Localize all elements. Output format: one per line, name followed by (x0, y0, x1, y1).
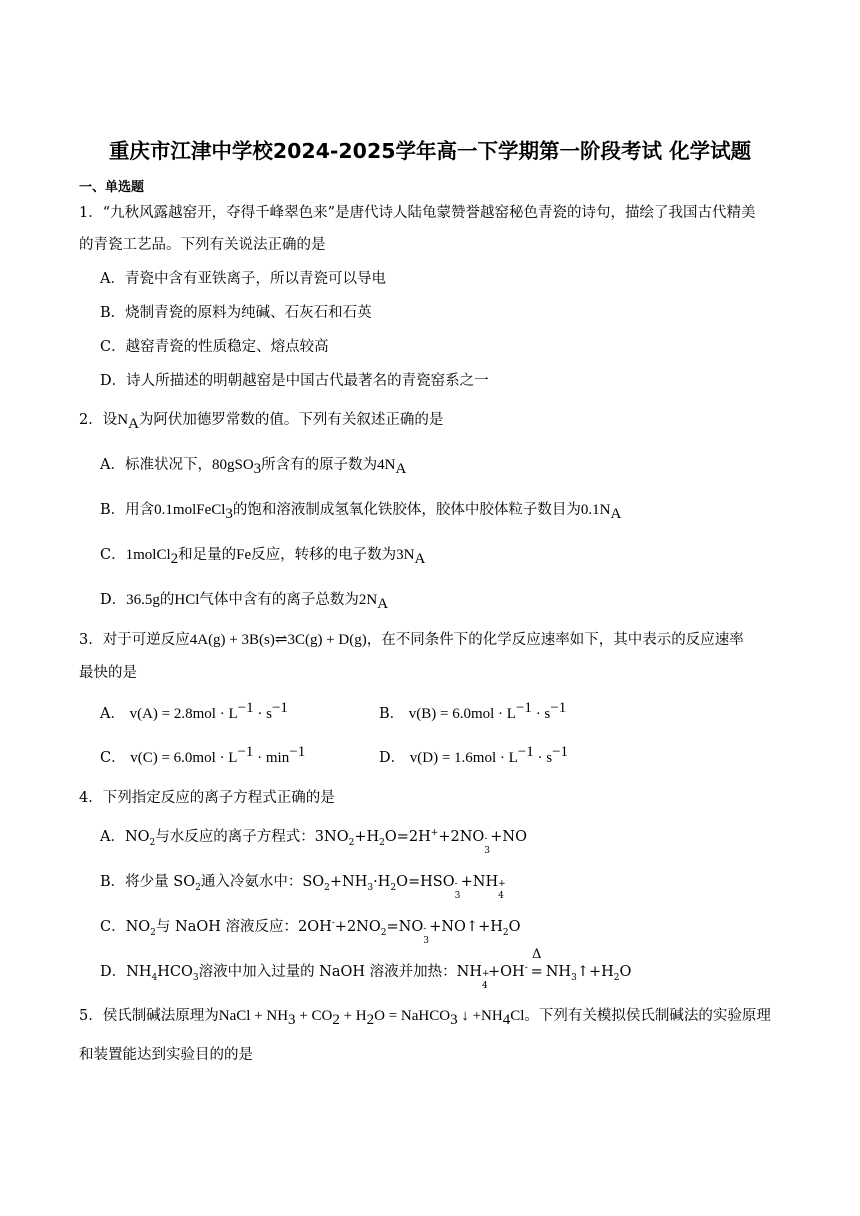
q3-stem-line2: 最快的是 (79, 665, 137, 681)
q3-option-d: D． $v(D) = 1.6mol \cdot L^{-1} \cdot s^{-1}$ (379, 744, 569, 766)
q4-option-b: B．将少量 $SO_2$通入冷氨水中：$SO_2+NH_3\cdot H_2O=HSO$ - 3 +NH + 4 (100, 874, 506, 901)
q1-option-d: D．诗人所描述的明朝越窑是中国古代最著名的青瓷窑系之一 (100, 373, 489, 389)
page-title: 重庆市江津中学校2024-2025学年高一下学期第一阶段考试 化学试题 (108, 139, 752, 163)
q4-option-c: C．$NO_2$与 NaOH 溶液反应：$2OH^-+2NO_2=NO$ - 3 $+NO↑+H_2O$ (100, 918, 521, 946)
reversible-arrow-icon: ⇌ (274, 632, 288, 648)
q1-stem-line1: 1．“九秋风露越窑开，夺得千峰翠色来”是唐代诗人陆龟蒙赞誉越窑秘色青瓷的诗句，描绘了我国古代精美 (79, 205, 756, 221)
q5-stem-line1: 5．侯氏制碱法原理为NaCl + $NH_3 + CO_2 + H_2O$ = NaHCO$_3$ ↓ $+NH_4Cl$。下列有关模拟侯氏制碱法的实验原理 (79, 1008, 771, 1028)
q3-option-c: C． $v(C) = 6.0mol \cdot L^{-1} \cdot \min^{-1}$ (100, 744, 306, 766)
q4-option-d: D．$NH_4HCO_3$溶液中加入过量的 NaOH 溶液并加热：NH + 4 +OH- Δ = $NH_3↑+H_2O$ (100, 947, 632, 991)
q3-option-b: B． $v(B) = 6.0mol \cdot L^{-1} \cdot s^{-1}$ (379, 700, 567, 722)
q2-option-a: A．标准状况下，80gSO$_3$所含有的原子数为$4N_A$ (100, 457, 407, 477)
q5-stem-line2: 和装置能达到实验目的的是 (79, 1047, 253, 1063)
q2-option-d: D．36.5g的HCl气体中含有的离子总数为$2N_A$ (100, 592, 389, 612)
section-heading: 一、单选题 (79, 180, 145, 195)
q2-option-c: C．1molCl$_2$和足量的Fe反应，转移的电子数为$3N_A$ (100, 547, 426, 567)
heat-equals-sign: Δ = (530, 947, 543, 980)
q1-option-b: B．烧制青瓷的原料为纯碱、石灰石和石英 (100, 305, 372, 321)
q3-stem-line1: 3．对于可逆反应4A(g) + 3B(s)⇌3C(g) + D(g)，在不同条件下的化学反应速率如下，其中表示的反应速率 (79, 632, 744, 648)
q2-option-b: B．用含0.1molFeCl$_3$的饱和溶液制成氢氧化铁胶体，胶体中胶体粒子数目为$0.1N_A$ (100, 502, 622, 522)
q1-option-a: A．青瓷中含有亚铁离子，所以青瓷可以导电 (100, 271, 386, 287)
q1-option-c: C．越窑青瓷的性质稳定、熔点较高 (100, 339, 329, 355)
q3-option-a: A． $v(A) = 2.8mol \cdot L^{-1} \cdot s^{-1}$ (100, 700, 288, 722)
q4-option-a: A．$NO_2$与水反应的离子方程式：$3NO_2+H_2O=2H^++2NO$ - 3 +NO (100, 828, 528, 856)
q2-stem: 2．设$N_A$为阿伏加德罗常数的值。下列有关叙述正确的是 (79, 412, 444, 432)
q1-stem-line2: 的青瓷工艺品。下列有关说法正确的是 (79, 237, 326, 253)
q4-stem: 4．下列指定反应的离子方程式正确的是 (79, 790, 335, 806)
